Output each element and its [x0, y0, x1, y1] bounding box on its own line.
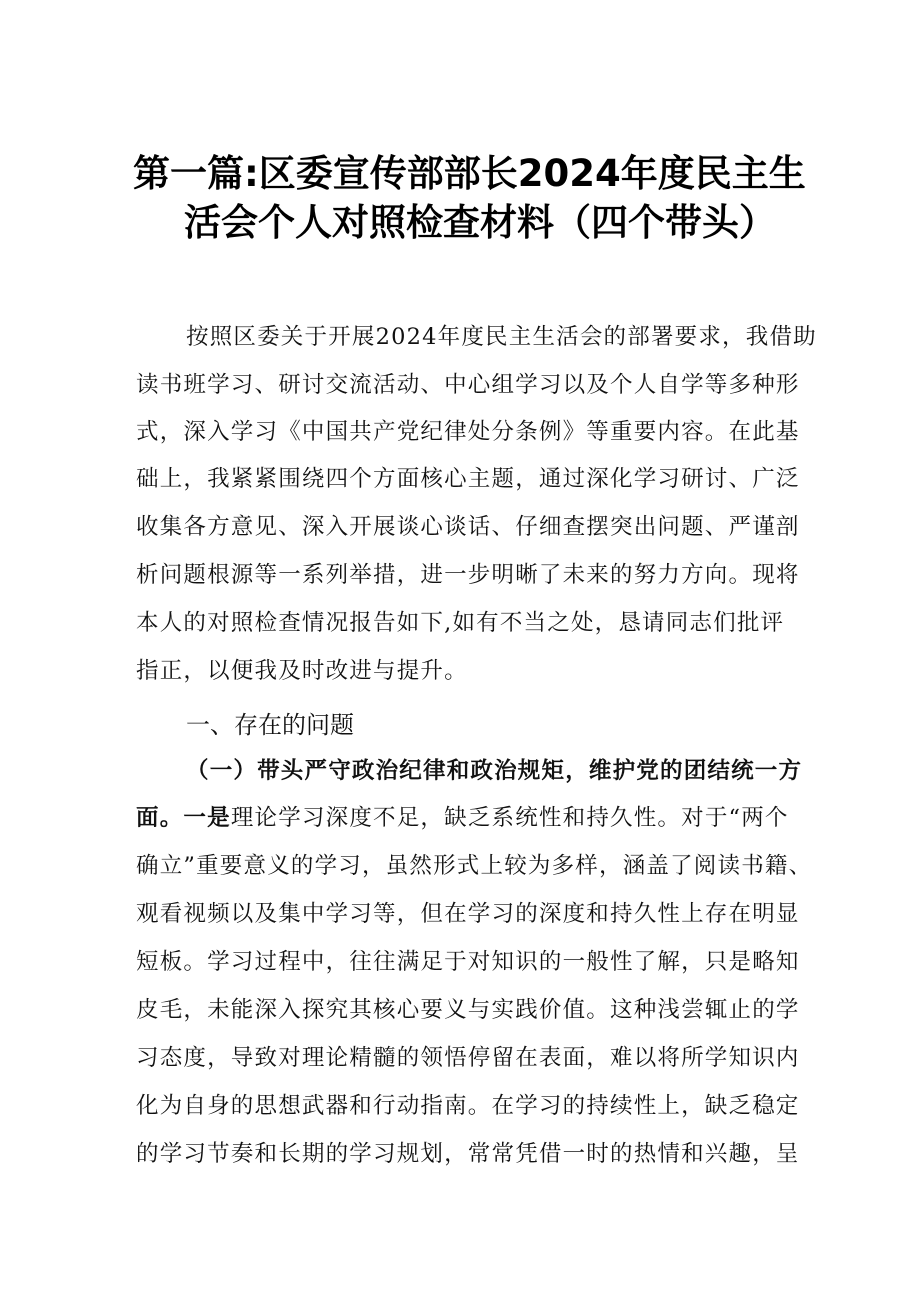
- body-line: 化为自身的思想武器和行动指南。在学习的持续性上，缺乏稳定: [136, 1093, 800, 1119]
- subsection-heading-end: 面。: [136, 805, 184, 831]
- intro-paragraph-line: 析问题根源等一系列举措，进一步明晰了未来的努力方向。现将: [136, 562, 800, 588]
- body-line: 确立”重要意义的学习，虽然形式上较为多样，涵盖了阅读书籍、: [136, 853, 813, 879]
- subsection-line: [136, 803, 789, 833]
- document-title-line-2: 活会个人对照检查材料（四个带头）: [184, 201, 776, 244]
- intro-paragraph-line: 按照区委关于开展2024年度民主生活会的部署要求，我借助: [186, 324, 817, 350]
- intro-paragraph-line: 收集各方意见、深入开展谈心谈话、仔细查摆突出问题、严谨剖: [136, 514, 800, 540]
- intro-paragraph-line: 指正，以便我及时改进与提升。: [136, 658, 468, 684]
- intro-paragraph-line: 本人的对照检查情况报告如下,如有不当之处，恳请同志们批评: [136, 610, 785, 636]
- intro-paragraph-line: 读书班学习、研讨交流活动、中心组学习以及个人自学等多种形: [136, 372, 800, 398]
- intro-paragraph-line: 础上，我紧紧围绕四个方面核心主题，通过深化学习研讨、广泛: [136, 466, 800, 492]
- point-text: 理论学习深度不足，缺乏系统性和持久性。对于“两个: [230, 805, 789, 831]
- body-line: 短板。学习过程中，往往满足于对知识的一般性了解，只是略知: [136, 949, 800, 975]
- document-title-line-1: 第一篇:区委宣传部部长2024年度民主生: [133, 152, 806, 195]
- section-heading: 一、存在的问题: [186, 711, 354, 739]
- point-marker: 一是: [183, 805, 231, 831]
- subsection-heading-line: （一）带头严守政治纪律和政治规矩，维护党的团结统一方: [186, 758, 803, 784]
- body-line: 观看视频以及集中学习等，但在学习的深度和持久性上存在明显: [136, 901, 800, 927]
- body-line: 习态度，导致对理论精髓的领悟停留在表面，难以将所学知识内: [136, 1045, 800, 1071]
- body-line: 的学习节奏和长期的学习规划，常常凭借一时的热情和兴趣，呈: [136, 1141, 800, 1167]
- body-line: 皮毛，未能深入探究其核心要义与实践价值。这种浅尝辄止的学: [136, 997, 800, 1023]
- intro-paragraph-line: 式，深入学习《中国共产党纪律处分条例》等重要内容。在此基: [136, 419, 800, 445]
